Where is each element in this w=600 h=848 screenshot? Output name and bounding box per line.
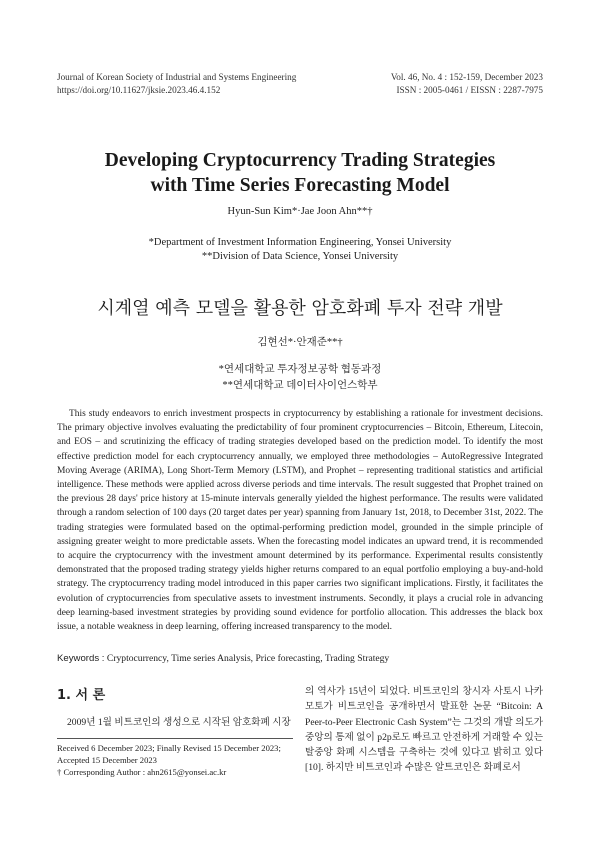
volume-info: Vol. 46, No. 4 : 152-159, December 2023 bbox=[390, 72, 543, 82]
paper-title-english bbox=[0, 148, 600, 198]
affiliation-1: *Department of Investment Information Engineering, Yonsei University bbox=[148, 237, 452, 248]
accepted-date: Accepted 15 December 2023 bbox=[57, 755, 157, 765]
corresponding-author: † Corresponding Author : ahn2615@yonsei.ac.kr bbox=[57, 767, 227, 777]
doi-link[interactable]: https://doi.org/10.11627/jksie.2023.46.4.152 bbox=[57, 85, 221, 95]
keywords bbox=[57, 652, 543, 666]
intro-text-right: 의 역사가 15년이 되었다. 비트코인의 창시자 사토시 나카모토가 비트코인을 공개하면서 발표한 논문 “Bitcoin: A Peer-to-Peer Electronic Cash System”는 그것의 개발 의도가 중앙의 통제 없이 p2p로도 빠르고 안전하게 거래할 수 있는 탈중앙 화폐 시스템을 구축하는 것에 있다고 밝히고 있다[10]. 하지만 비트코인과 수많은 알트코인은 화폐로서 bbox=[305, 686, 543, 774]
title-line-2: with Time Series Forecasting Model bbox=[150, 175, 450, 196]
affiliation-ko-2: **연세대학교 데이터사이언스학부 bbox=[222, 380, 378, 391]
affiliations-korean bbox=[0, 362, 600, 394]
received-date: Received 6 December 2023; Finally Revised 15 December 2023; bbox=[57, 743, 281, 753]
authors-korean: 김현선*·안재준**† bbox=[257, 337, 343, 348]
keywords-text: Cryptocurrency, Time series Analysis, Price forecasting, Trading Strategy bbox=[106, 653, 390, 664]
paper-title-korean: 시계열 예측 모델을 활용한 암호화폐 투자 전략 개발 bbox=[97, 298, 503, 319]
affiliation-2: **Division of Data Science, Yonsei University bbox=[201, 251, 399, 262]
affiliations-english bbox=[0, 236, 600, 264]
authors-english: Hyun-Sun Kim*·Jae Joon Ahn**† bbox=[227, 206, 373, 217]
running-header-right bbox=[391, 71, 543, 97]
journal-name: Journal of Korean Society of Industrial and Systems Engineering bbox=[57, 72, 297, 82]
keywords-label: Keywords : bbox=[57, 653, 105, 664]
issn-info: ISSN : 2005-0461 / EISSN : 2287-7975 bbox=[396, 85, 543, 95]
affiliation-ko-1: *연세대학교 투자정보공학 협동과정 bbox=[218, 364, 382, 375]
footnote bbox=[57, 742, 297, 778]
intro-text-left: 2009년 1월 비트코인의 생성으로 시작된 암호화폐 시장 bbox=[67, 717, 291, 728]
title-line-1: Developing Cryptocurrency Trading Strategies bbox=[104, 150, 496, 171]
abstract bbox=[57, 407, 543, 634]
abstract-text: This study endeavors to enrich investment prospects in cryptocurrency by establishing a rationale for investment decisions. The primary objective involves evaluating the predictability of four prominent cryptocurrencies – Bitcoin, Ethereum, Litecoin, and EOS – and scrutinizing the efficacy of trading strategies developed based on the prediction model. To identify the most effective prediction model for each cryptocurrency annually, we employed three methodologies – AutoRegressive Integrated Moving Average (ARIMA), Long Short-Term Memory (LSTM), and Prophet – representing traditional statistics and artificial intelligence. These methods were applied across diverse periods and time intervals. The result suggested that Prophet trained on the previous 28 days' price history at 15-minute intervals generally yielded the highest performance. The results were validated through a random selection of 100 days (20 target dates per year) spanning from January 1st, 2018, to December 31st, 2022. The trading strategies were formulated based on the optimal-performing prediction model, grounded in the simple principle of assigning greater weight to more predictable assets. When the forecasting model indicates an upward trend, it is recommended to acquire the cryptocurrency with the investment amount determined by its performance. Experimental results consistently demonstrated that the proposed trading strategy yields higher returns compared to an equal portfolio employing a buy-and-hold strategy. The cryptocurrency trading model introduced in this paper carries two significant implications. Firstly, it facilitates the evolution of cryptocurrencies from speculative assets to investment instruments. Secondly, it plays a crucial role in advancing deep learning-based investment strategies by providing sound evidence for portfolio allocation. This addresses the black box issue, a notable weakness in deep learning, offering increased transparency to the model. bbox=[57, 409, 543, 633]
footnote-divider bbox=[57, 738, 293, 739]
running-header-left bbox=[57, 71, 296, 97]
section-heading-introduction: 1. 서 론 bbox=[57, 688, 106, 703]
